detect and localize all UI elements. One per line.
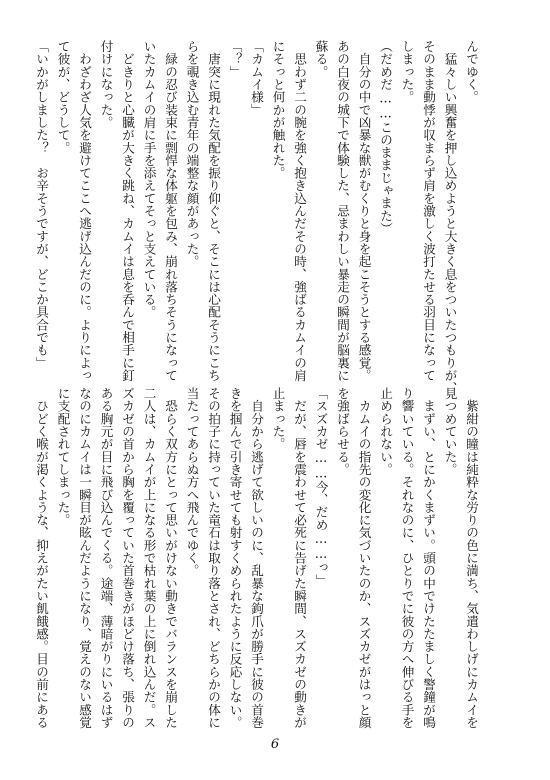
text-line: （だめだ……このままじゃまた） xyxy=(378,40,393,235)
text-line: だが、唇を震わせて必死に告げた瞬間、スズカゼの動きが xyxy=(292,387,307,729)
text-line: を強ばらせる。 xyxy=(335,387,350,476)
text-line: 「いかがしました？ お辛そうですが、どこか具合でも」 xyxy=(34,40,49,369)
text-line: なのにカムイは一瞬目が眩んだようになり、覚えのない感覚 xyxy=(77,387,92,729)
text-line: その拍子に持っていた竜石は取り落とされ、どちらかの体に xyxy=(206,387,221,729)
text-line: 止まった。 xyxy=(270,387,286,451)
text-line: 二人は、カムイが上になる形で枯れ葉の上に倒れ込んだ。ス xyxy=(141,387,157,729)
text-block-bottom xyxy=(34,387,482,729)
text-line: 蘇る。 xyxy=(313,40,329,78)
text-line: 「スズカゼ……今、だめ……っ」 xyxy=(313,387,329,587)
text-line: しまった。 xyxy=(399,40,415,104)
text-line: 止められない。 xyxy=(378,387,393,476)
text-line: 紫紺の瞳は純粋な労りの色に満ち、気遣わしげにカムイを xyxy=(464,387,479,729)
text-line: ある胸元が目に飛び込んでくる。途端、薄暗がりにいるはず xyxy=(98,387,114,729)
text-line: きを掴んで引き寄せても射すくめられたように反応しない。 xyxy=(227,387,243,729)
text-line: にそっと何かが触れた。 xyxy=(270,40,286,180)
text-line: 恐らく双方にとって思いがけない動きでバランスを崩した xyxy=(163,387,178,729)
text-block-top xyxy=(34,40,482,395)
text-line: 「？」 xyxy=(227,40,243,78)
text-line: て彼が、どうして。 xyxy=(55,40,71,154)
text-line: そのまま動悸が収まらず肩を激しく波打たせる羽目になって xyxy=(421,40,436,382)
text-line: あの白夜の城下で体験した、忌まわしい暴走の瞬間が脳裏に xyxy=(335,40,350,382)
text-line: わざわざ人気を避けてここへ逃げ込んだのに。よりによっ xyxy=(77,40,92,382)
text-line: まずい、とにかくまずい。頭の中でけたたましく警鐘が鳴 xyxy=(421,387,436,729)
text-line: 緑の忍び装束に剽悍な体躯を包み、崩れ落ちそうになって xyxy=(163,40,178,382)
text-line: 猛々しい興奮を押し込めようと大きく息をついたつもりが、 xyxy=(442,40,458,395)
text-line: んでゆく。 xyxy=(464,40,479,104)
text-line: ズカゼの首から胸を覆っていた首巻きがほどけ落ち、張りの xyxy=(120,387,135,729)
text-line: 自分の中で凶暴な獣がむくりと身を起こそうとする感覚。 xyxy=(356,40,372,382)
text-line: 付けになった。 xyxy=(98,40,114,129)
text-line: り響いている。それなのに、ひとりでに彼の方へ伸びる手を xyxy=(399,387,415,729)
text-line: ひどく喉が渇くような、抑えがたい飢餓感。目の前にある xyxy=(34,387,49,729)
text-line: 「カムイ様」 xyxy=(249,40,264,116)
text-line: いたカムイの肩に手を添えてそっと支えている。 xyxy=(141,40,157,319)
text-line: どきりと心臓が大きく跳ね、カムイは息を呑んで相手に釘 xyxy=(120,40,135,382)
text-line: 見つめていた。 xyxy=(442,387,458,476)
text-line: 唐突に現れた気配を振り仰ぐと、そこには心配そうにこち xyxy=(206,40,221,382)
text-line: 思わず二の腕を強く抱き込んだその時、強ばるカムイの肩 xyxy=(292,40,307,382)
text-line: に支配されてしまった。 xyxy=(55,387,71,527)
page-number: 6 xyxy=(270,737,280,752)
text-line: 当たってあらぬ方へ飛んでゆく。 xyxy=(184,387,200,577)
text-line: 自分から逃げて欲しいのに、乱暴な鉤爪が勝手に彼の首巻 xyxy=(249,387,264,729)
text-line: らを覗き込む青年の端整な顔があった。 xyxy=(184,40,200,268)
text-line: カムイの指先の変化に気づいたのか、スズカゼがはっと顔 xyxy=(356,387,372,729)
